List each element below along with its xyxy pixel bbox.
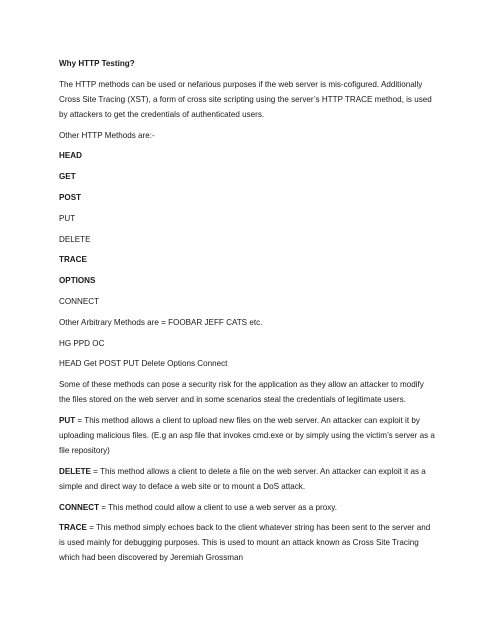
- definition-put: [59, 413, 437, 458]
- document-body: [59, 56, 437, 571]
- definition-term: CONNECT: [59, 502, 100, 512]
- definition-delete: [59, 464, 437, 494]
- method-list-line: HEAD Get POST PUT Delete Options Connect: [59, 359, 228, 369]
- risk-paragraph: Some of these methods can pose a security risk for the application as they allow an attacker to modify the files stored on the web server and in some scenarios steal the credentials of legitimate users.: [59, 380, 424, 405]
- intro-paragraph: The HTTP methods can be used or nefarious purposes if the web server is mis-cofigured. Additionally Cross Site Tracing (XST), a form of cross site scripting using the server’s HTTP TRACE method, is used by attackers to get the credentials of authenticated users.: [59, 79, 432, 119]
- method-item-delete: DELETE: [59, 234, 91, 244]
- definition-text: = This method could allow a client to use a web server as a proxy.: [99, 502, 337, 512]
- method-item-options: OPTIONS: [59, 276, 96, 286]
- method-item-get: GET: [59, 172, 76, 182]
- arbitrary-methods-line: Other Arbitrary Methods are = FOOBAR JEFF CATS etc.: [59, 317, 263, 327]
- definition-term: TRACE: [59, 523, 87, 533]
- method-item-post: POST: [59, 192, 82, 202]
- other-methods-heading: Other HTTP Methods are:-: [59, 130, 155, 140]
- definition-connect: [59, 500, 437, 515]
- definition-text: = This method allows a client to delete a file on the web server. An attacker can exploit it as a simple and direct way to deface a web site or to mount a DoS attack.: [59, 466, 426, 491]
- hg-ppd-line: HG PPD OC: [59, 338, 105, 348]
- method-item-connect: CONNECT: [59, 296, 100, 306]
- definition-term: DELETE: [59, 466, 91, 476]
- definition-term: PUT: [59, 415, 76, 425]
- method-item-head: HEAD: [59, 151, 82, 161]
- definition-trace: [59, 520, 437, 565]
- method-item-trace: TRACE: [59, 255, 87, 265]
- definition-text: = This method allows a client to upload new files on the web server. An attacker can exploit it by uploading malicious files. (E.g an asp file that invokes cmd.exe or by simply using the victim’s server as a file repository): [59, 415, 435, 455]
- method-item-put: PUT: [59, 213, 76, 223]
- definition-text: = This method simply echoes back to the client whatever string has been sent to the server and is used mainly for debugging purposes. This is used to mount an attack known as Cross Site Tracing which had been discovered by Jeremiah Grossman: [59, 523, 431, 563]
- document-title: Why HTTP Testing?: [59, 59, 135, 68]
